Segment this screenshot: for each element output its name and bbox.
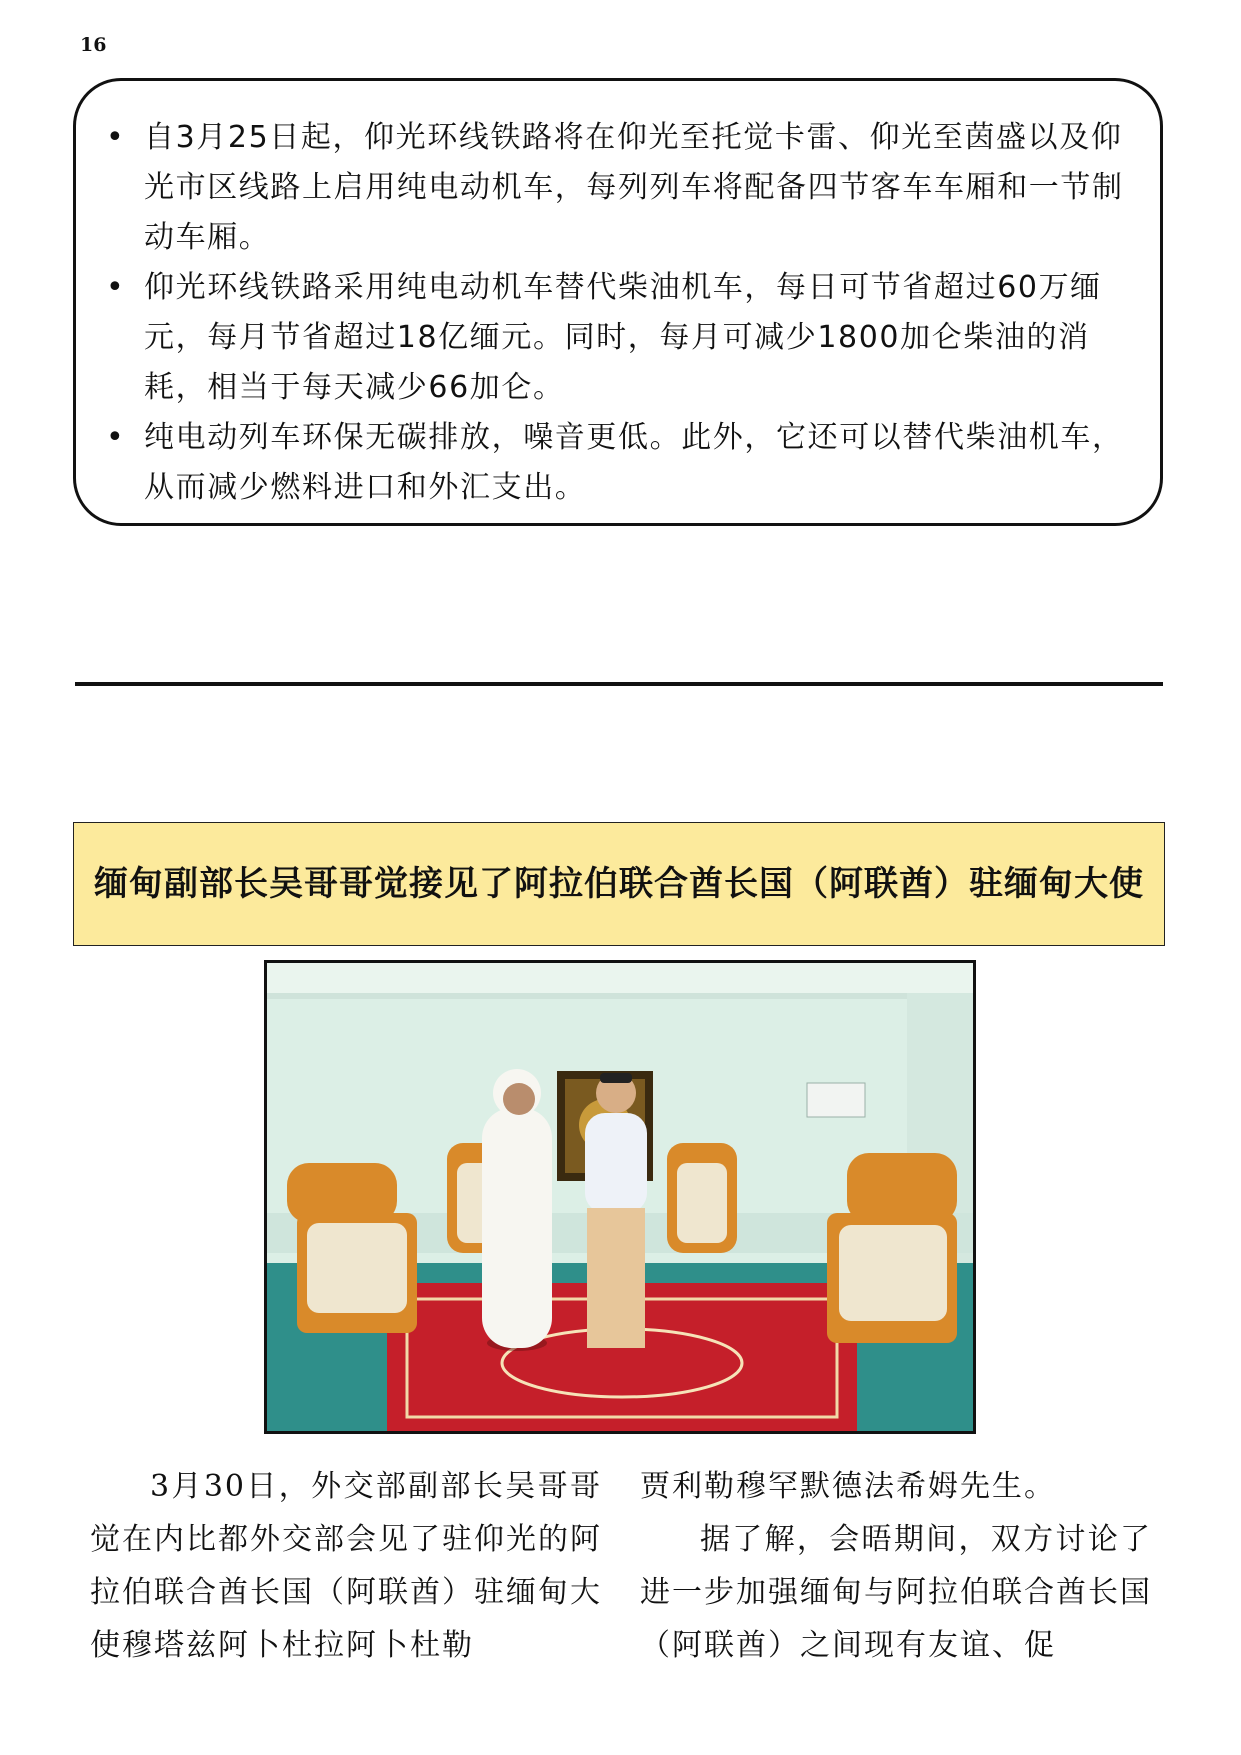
meeting-photo-illustration	[267, 963, 973, 1431]
bullet-text: 自3月25日起，仰光环线铁路将在仰光至托觉卡雷、仰光至茵盛以及仰光市区线路上启用纯电动机车，每列列车将配备四节客车车厢和一节制动车厢。	[144, 120, 1124, 255]
page-number: 16	[80, 34, 107, 56]
bullet-text: 纯电动列车环保无碳排放，噪音更低。此外，它还可以替代柴油机车，从而减少燃料进口和外汇支出。	[144, 420, 1124, 505]
article-paragraph: 3月30日，外交部副部长吴哥哥觉在内比都外交部会见了驻仰光的阿拉伯联合酋长国（阿联酋）驻缅甸大使穆塔兹阿卜杜拉阿卜杜勒	[90, 1469, 602, 1663]
bullet-dot-icon: •	[106, 270, 124, 305]
article-headline: 缅甸副部长吴哥哥觉接见了阿拉伯联合酋长国（阿联酋）驻缅甸大使	[94, 864, 1144, 904]
bullet-item	[106, 263, 1136, 413]
bullet-text: 仰光环线铁路采用纯电动机车替代柴油机车，每日可节省超过60万缅元，每月节省超过18亿缅元。同时，每月可减少1800加仑柴油的消耗，相当于每天减少66加仑。	[144, 270, 1102, 405]
article-column-right	[640, 1460, 1152, 1672]
bullet-dot-icon: •	[106, 420, 124, 455]
key-points-box	[73, 78, 1163, 526]
article-paragraph: 贾利勒穆罕默德法希姆先生。	[640, 1469, 1056, 1504]
article-column-left	[90, 1460, 602, 1672]
bullet-item	[106, 113, 1136, 263]
section-divider	[75, 682, 1163, 686]
bullet-dot-icon: •	[106, 120, 124, 155]
article-photo	[264, 960, 976, 1434]
headline-box	[73, 822, 1165, 946]
article-paragraph: 据了解，会晤期间，双方讨论了进一步加强缅甸与阿拉伯联合酋长国（阿联酋）之间现有友谊、促	[640, 1522, 1152, 1663]
bullet-item	[106, 413, 1136, 513]
